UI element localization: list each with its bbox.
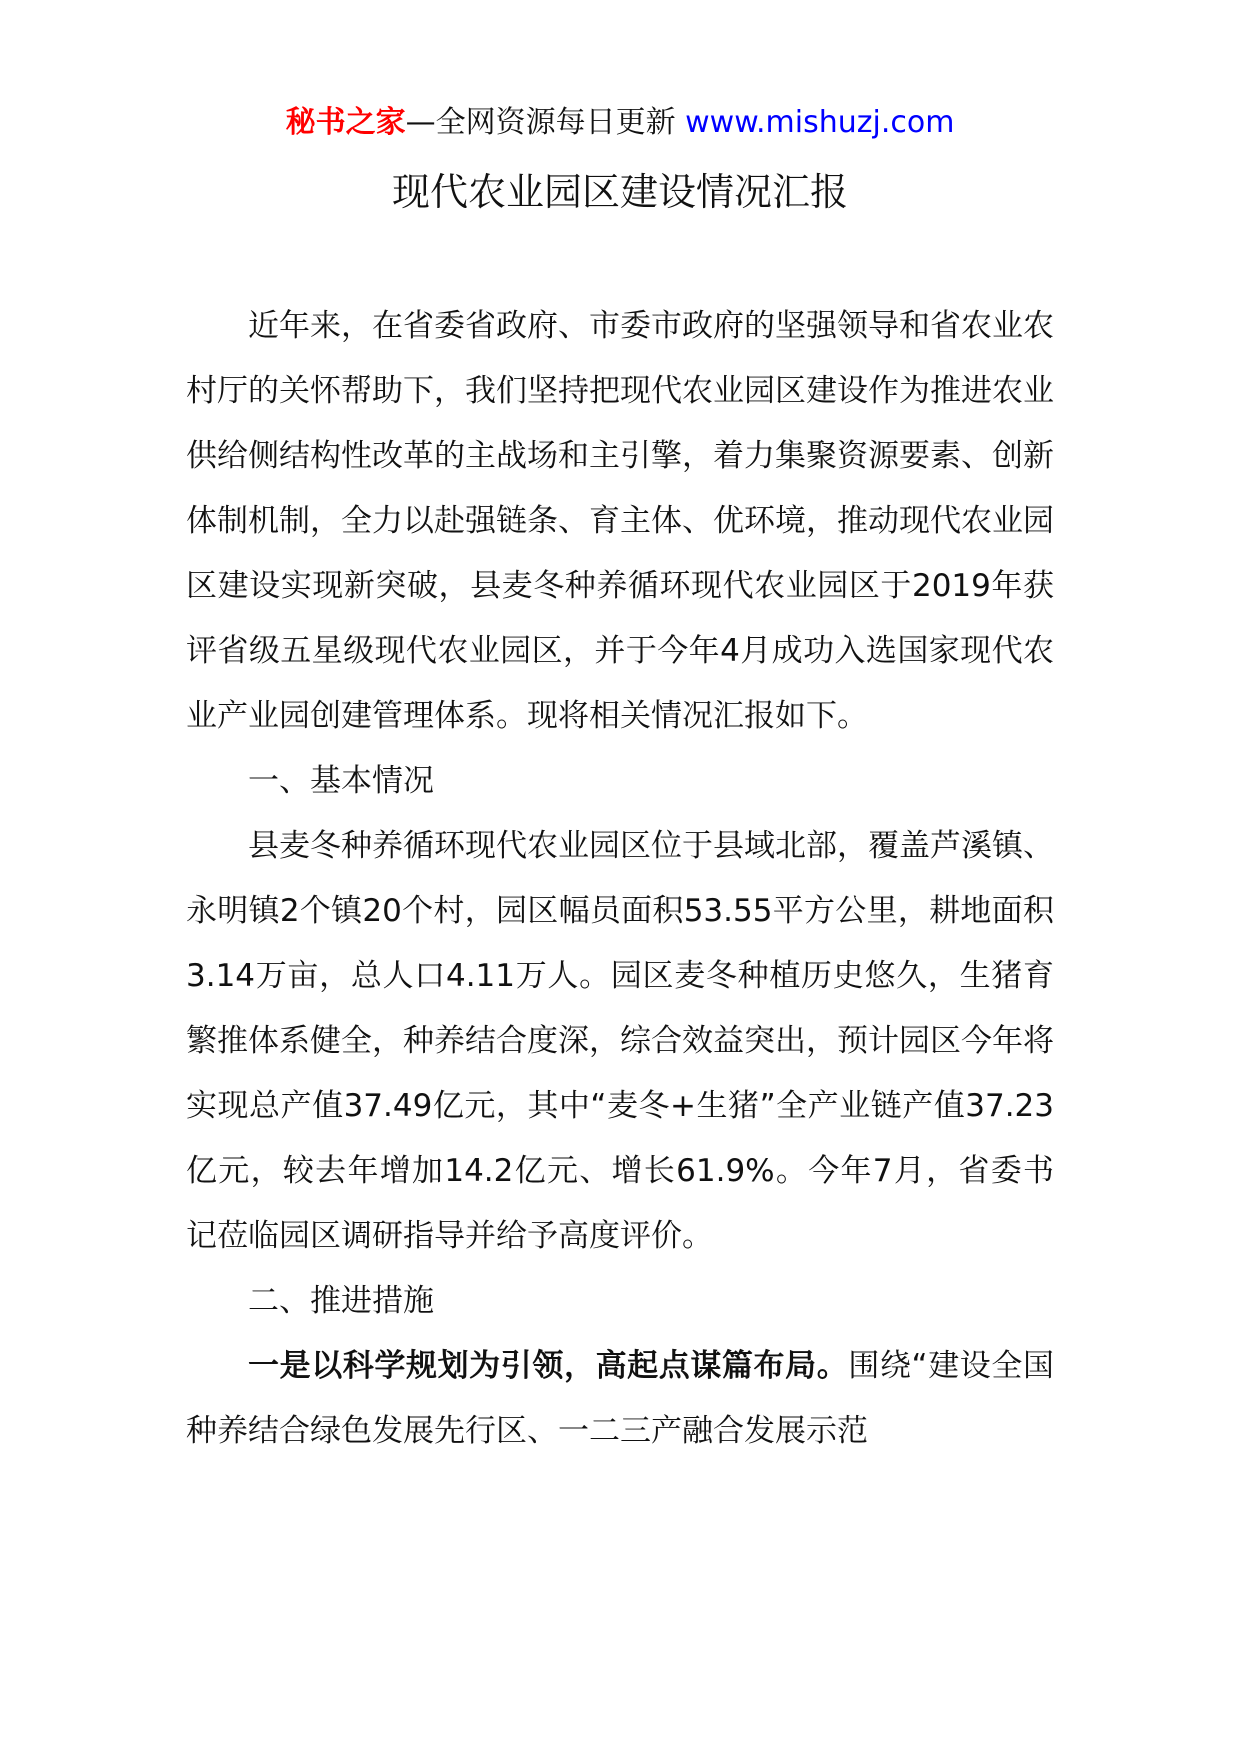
measure-paragraph [186,1334,1054,1464]
site-url-link[interactable]: www.mishuzj.com [685,105,955,140]
document-body [186,294,1054,1464]
intro-paragraph: 近年来，在省委省政府、市委市政府的坚强领导和省农业农村厅的关怀帮助下，我们坚持把现代农业园区建设作为推进农业供给侧结构性改革的主战场和主引擎，着力集聚资源要素、创新体制机制，全力以赴强链条、育主体、优环境，推动现代农业园区建设实现新突破，县麦冬种养循环现代农业园区于2019年获评省级五星级现代农业园区，并于今年4月成功入选国家现代农业产业园创建管理体系。现将相关情况汇报如下。 [186,308,1054,734]
brand-name: 秘书之家 [285,105,406,140]
section-heading-basic: 一、基本情况 [248,763,434,799]
document-title: 现代农业园区建设情况汇报 [391,170,848,214]
header-slogan: —全网资源每日更新 [405,105,686,140]
section-heading-measures: 二、推进措施 [248,1283,434,1319]
measure-text: 围绕“建设全国种养结合绿色发展先行区、一二三产融合发展示范 [186,1348,1055,1449]
basic-info-paragraph: 县麦冬种养循环现代农业园区位于县域北部，覆盖芦溪镇、永明镇2个镇20个村，园区幅员面积53.55平方公里，耕地面积3.14万亩，总人口4.11万人。园区麦冬种植历史悠久，生猪育繁推体系健全，种养结合度深，综合效益突出，预计园区今年将实现总产值37.49亿元，其中“麦冬+生猪”全产业链产值37.23亿元，较去年增加14.2亿元、增长61.9%。今年7月，省委书记莅临园区调研指导并给予高度评价。 [186,828,1054,1254]
site-header [0,100,1240,146]
measure-lead: 一是以科学规划为引领，高起点谋篇布局。 [248,1348,849,1384]
